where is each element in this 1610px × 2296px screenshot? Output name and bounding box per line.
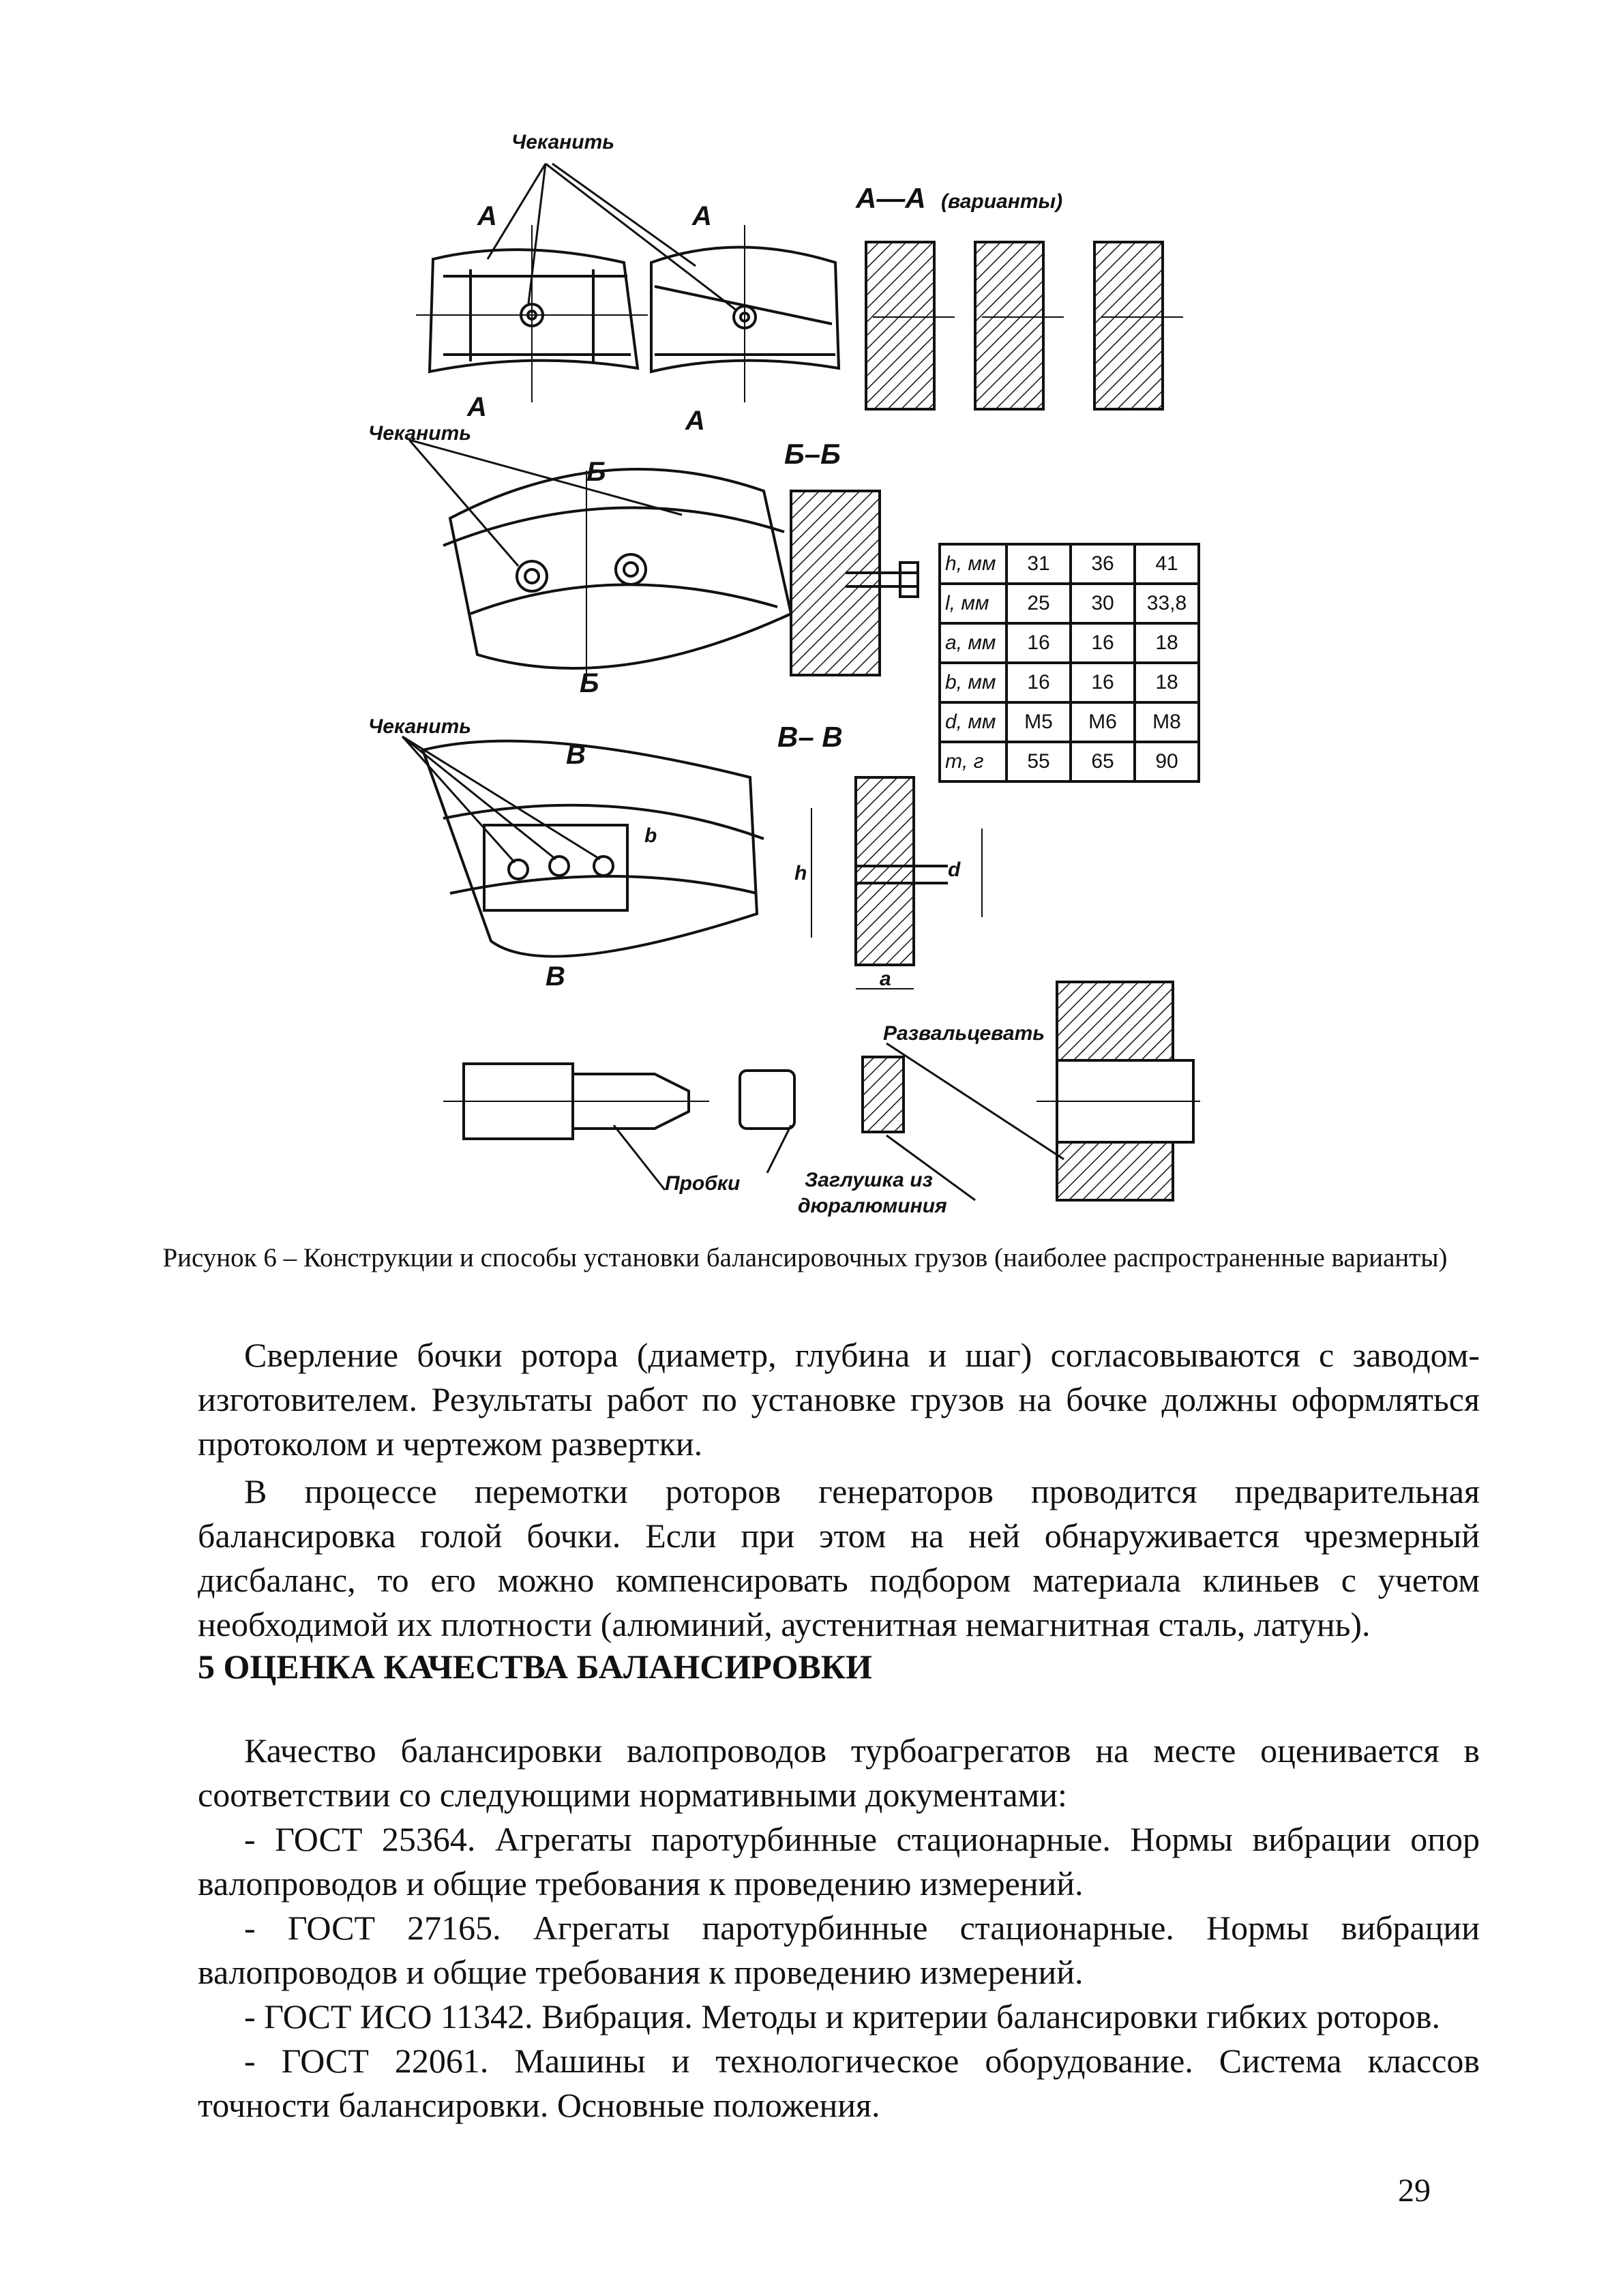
paragraph-2-text: В процессе перемотки роторов генераторов проводится предварительная балансировка голой бочки. Если при этом на ней обнаруживается чрезмерный дисбаланс, то его можно компенсировать подбором материала клиньев с учетом необходимой их плотности (алюминий, аустенитная немагнитная сталь, латунь). [198,1472,1480,1643]
label-zaglushka-1: Заглушка из [805,1169,933,1191]
table-cell: 33,8 [1135,584,1199,623]
table-cell: 30 [1071,584,1135,623]
standards-list-item-2 [198,1906,1480,1995]
label-section-bb: Б–Б [784,438,841,470]
table-row-header: a, мм [940,623,1007,663]
label-chekanit-top: Чеканить [511,131,615,153]
table-cell: 16 [1007,623,1071,663]
paragraph-2 [198,1470,1480,1647]
table-row [940,742,1199,781]
page-number: 29 [1398,2173,1431,2209]
table-cell: 36 [1071,544,1135,584]
table-cell: 65 [1071,742,1135,781]
label-dim-d: d [948,859,961,881]
standards-list-item-1-text: - ГОСТ 25364. Агрегаты паротурбинные стационарные. Нормы вибрации опор валопроводов и общие требования к проведению измерений. [198,1820,1480,1903]
label-cut-a-2: А [692,201,712,231]
label-razvaltsevat: Развальцевать [883,1022,1045,1045]
table-row [940,623,1199,663]
table-row [940,663,1199,702]
paragraph-3 [198,1729,1480,1817]
standards-list-item-4-text: - ГОСТ 22061. Машины и технологическое оборудование. Система классов точности балансировки. Основные положения. [198,2042,1480,2124]
table-row [940,584,1199,623]
weight-parameters-table [938,543,1200,783]
paragraph-3-text: Качество балансировки валопроводов турбоагрегатов на месте оценивается в соответствии со следующими нормативными документами: [198,1731,1480,1814]
table-cell: 16 [1071,663,1135,702]
table-row [940,544,1199,584]
label-dim-a: a [880,968,891,990]
label-variants: (варианты) [941,190,1063,213]
label-chekanit-bottom: Чеканить [368,715,472,738]
label-cut-a-4: А [685,406,705,436]
label-cut-a-3: А [467,392,487,422]
section-vv [811,777,982,989]
table-cell: 55 [1007,742,1071,781]
table-cell: M8 [1135,702,1199,742]
table-cell: 16 [1007,663,1071,702]
table-cell: 25 [1007,584,1071,623]
standards-list-item-3 [198,1995,1480,2039]
label-chekanit-mid: Чеканить [368,422,472,445]
wedge-view-4 [423,741,764,957]
table-row-header: h, мм [940,544,1007,584]
label-section-aa: А—А [856,182,926,214]
standards-list-item-1 [198,1817,1480,1906]
label-dim-b: b [644,824,657,847]
label-cut-b-1: Б [586,457,606,487]
label-cut-a-1: А [477,201,497,231]
label-dim-h: h [794,862,807,884]
table-cell: 41 [1135,544,1199,584]
section-bb [791,491,918,675]
label-section-vv: В– В [777,721,843,753]
label-cut-b-2: Б [580,668,599,698]
wedge-view-1 [416,225,648,402]
table-cell: 31 [1007,544,1071,584]
paragraph-1-text: Сверление бочки ротора (диаметр, глубина и шаг) согласовываются с заводом-изготовителем. Результаты работ по установке грузов на бочке должны оформляться протоколом и чертежом развертки. [198,1336,1480,1463]
table-cell: 16 [1071,623,1135,663]
label-cut-v-2: В [546,961,565,992]
figure-caption: Рисунок 6 – Конструкции и способы установки балансировочных грузов (наиболее распространенные варианты) [162,1243,1448,1272]
label-probki: Пробки [665,1172,741,1195]
standards-list-item-3-text: - ГОСТ ИСО 11342. Вибрация. Методы и критерии балансировки гибких роторов. [244,1997,1441,2036]
table-cell: M6 [1071,702,1135,742]
table-cell: 18 [1135,663,1199,702]
standards-list-item-4 [198,2039,1480,2128]
table-row-header: d, мм [940,702,1007,742]
table-row-header: m, г [940,742,1007,781]
section-heading: 5 ОЦЕНКА КАЧЕСТВА БАЛАНСИРОВКИ [198,1648,872,1686]
table-row [940,702,1199,742]
table-cell: 18 [1135,623,1199,663]
table-row-header: l, мм [940,584,1007,623]
table-row-header: b, мм [940,663,1007,702]
wedge-view-3 [443,469,791,682]
paragraph-1 [198,1333,1480,1466]
wedge-view-2 [651,225,839,402]
table-cell: 90 [1135,742,1199,781]
flare-detail [1037,982,1200,1200]
label-cut-v-1: В [566,740,586,770]
section-aa-variants [866,242,1183,409]
standards-list-item-2-text: - ГОСТ 27165. Агрегаты паротурбинные стационарные. Нормы вибрации валопроводов и общие требования к проведению измерений. [198,1909,1480,1991]
table-cell: M5 [1007,702,1071,742]
label-zaglushka-2: дюралюминия [798,1195,947,1217]
